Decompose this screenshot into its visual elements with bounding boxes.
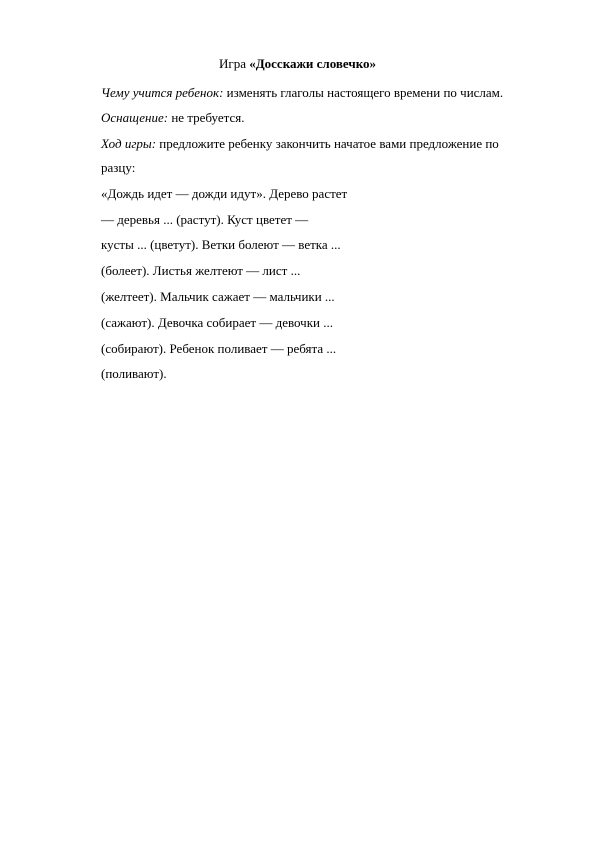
learns-text: изменять глаголы настоящего времени по числам. [223,85,504,100]
equipment-paragraph [101,110,244,126]
example-line-8: (поливают). [101,366,167,381]
example-line-4: (болеет). Листья желтеют — лист ... [101,263,301,278]
course-label: Ход игры: [101,136,157,151]
equipment-label: Оснащение: [101,110,169,125]
example-line-3: кусты ... (цветут). Ветки болеют — ветка ... [101,237,341,252]
example-line-2: — деревья ... (растут). Куст цветет — [101,212,309,227]
example-line-1: «Дождь идет — дожди идут». Дерево растет [101,186,348,201]
learns-label: Чему учится ребенок: [101,85,224,100]
title-prefix: Игра [218,56,250,71]
example-line-5: (желтеет). Мальчик сажает — мальчики ... [101,289,335,304]
document-title [0,56,595,72]
game-name: «Досскажи словечко» [249,56,377,71]
equipment-text: не требуется. [168,110,245,125]
course-paragraph [101,136,499,152]
learns-paragraph [101,85,503,101]
example-line-7: (собирают). Ребенок поливает — ребята ... [101,341,337,356]
example-line-6: (сажают). Девочка собирает — девочки ... [101,315,333,330]
course-text: предложите ребенку закончить начатое вами предложение по [156,136,499,151]
course-paragraph-continued: разцу: [101,160,136,175]
